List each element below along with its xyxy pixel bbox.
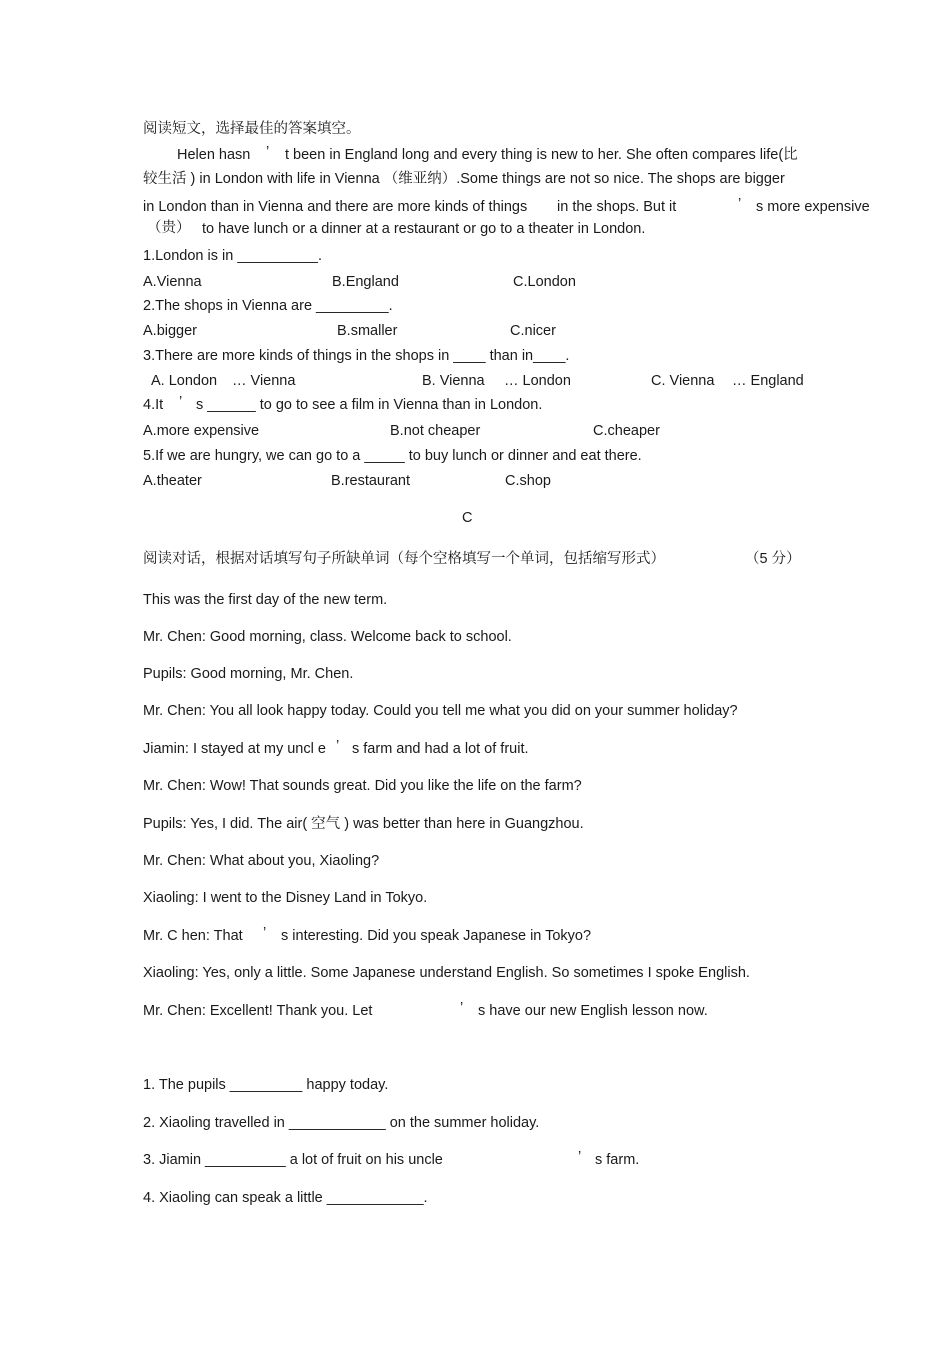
fill-question-1: 1. The pupils _________ happy today. [143,1077,389,1093]
section-c-letter: C [462,510,473,526]
passage-line-1a: Helen hasn [177,147,251,163]
passage-line-3d: s more expensive [756,199,870,215]
option-b: B. Vienna [422,373,485,389]
question-4-apostrophe: ’ [179,394,183,410]
fill-question-2: 2. Xiaoling travelled in ____________ on the summer holiday. [143,1115,540,1131]
dialogue-line: Pupils: Yes, I did. The air( 空气 ) was better than here in Guangzhou. [143,816,584,832]
option-a: A.more expensive [143,423,260,439]
option-b: B.not cheaper [390,423,481,439]
dialogue-apostrophe: ’ [460,1000,464,1016]
dialogue-line: Mr. Chen: What about you, Xiaoling? [143,853,380,869]
option-c: C.cheaper [593,423,660,439]
fill-question-4: 4. Xiaoling can speak a little ____________. [143,1190,428,1206]
option-a: A.Vienna [143,274,202,290]
option-a: A.bigger [143,323,198,339]
dialogue-line: Mr. C hen: That [143,928,243,944]
fill-apostrophe: ’ [578,1149,582,1165]
fill-question-3a: 3. Jiamin __________ a lot of fruit on his uncle [143,1152,443,1168]
option-b: B.smaller [337,323,398,339]
instruction-c: 阅读对话，根据对话填写句子所缺单词（每个空格填写一个单词，包括缩写形式） [143,551,665,567]
dialogue-apostrophe: ’ [263,925,267,941]
option-a: A. London [151,373,218,389]
dialogue-line: s interesting. Did you speak Japanese in Tokyo? [281,928,592,944]
passage-line-4b: to have lunch or a dinner at a restaurant or go to a theater in London. [202,221,646,237]
option-c-ellipsis: … England [732,373,804,389]
passage-apostrophe: ’ [738,196,742,212]
dialogue-line: Mr. Chen: You all look happy today. Could you tell me what you did on your summer holiday? [143,703,738,719]
dialogue-line: Mr. Chen: Excellent! Thank you. Let [143,1003,373,1019]
passage-line-2: 较生活 ) in London with life in Vienna （维亚纳）.Some things are not so nice. The shops are bigger [143,171,785,187]
option-c: C.London [513,274,576,290]
option-a: A.theater [143,473,202,489]
question-3: 3.There are more kinds of things in the shops in ____ than in____. [143,348,570,364]
dialogue-apostrophe: ’ [336,738,340,754]
passage-line-4a: （贵） [147,220,191,236]
option-c: C. Vienna [651,373,715,389]
dialogue-line: s have our new English lesson now. [478,1003,708,1019]
question-4a: 4.It [143,397,164,413]
option-b-ellipsis: … London [504,373,571,389]
dialogue-line: This was the first day of the new term. [143,592,388,608]
dialogue-line: Xiaoling: I went to the Disney Land in Tokyo. [143,890,428,906]
option-b: B.restaurant [331,473,410,489]
passage-apostrophe: ’ [266,144,270,160]
question-2: 2.The shops in Vienna are _________. [143,298,393,314]
passage-line-3b: in the shops. But it [557,199,677,215]
fill-question-3c: s farm. [595,1152,640,1168]
dialogue-line: Pupils: Good morning, Mr. Chen. [143,666,354,682]
dialogue-line: Jiamin: I stayed at my uncl e [143,741,326,757]
dialogue-line: Xiaoling: Yes, only a little. Some Japanese understand English. So sometimes I spoke English. [143,965,750,981]
question-4c: s ______ to go to see a film in Vienna than in London. [196,397,543,413]
option-a-ellipsis: … Vienna [232,373,296,389]
passage-line-1c: t been in England long and every thing is new to her. She often compares life(比 [285,147,798,163]
passage-line-3a: in London than in Vienna and there are more kinds of things [143,199,528,215]
dialogue-line: s farm and had a lot of fruit. [352,741,529,757]
score: （5 分） [745,551,801,567]
question-5: 5.If we are hungry, we can go to a _____ to buy lunch or dinner and eat there. [143,448,642,464]
option-c: C.shop [505,473,551,489]
question-1: 1.London is in __________. [143,248,322,264]
instruction-b: 阅读短文，选择最佳的答案填空。 [143,121,361,137]
dialogue-line: Mr. Chen: Good morning, class. Welcome back to school. [143,629,512,645]
option-b: B.England [332,274,399,290]
option-c: C.nicer [510,323,556,339]
dialogue-line: Mr. Chen: Wow! That sounds great. Did you like the life on the farm? [143,778,582,794]
